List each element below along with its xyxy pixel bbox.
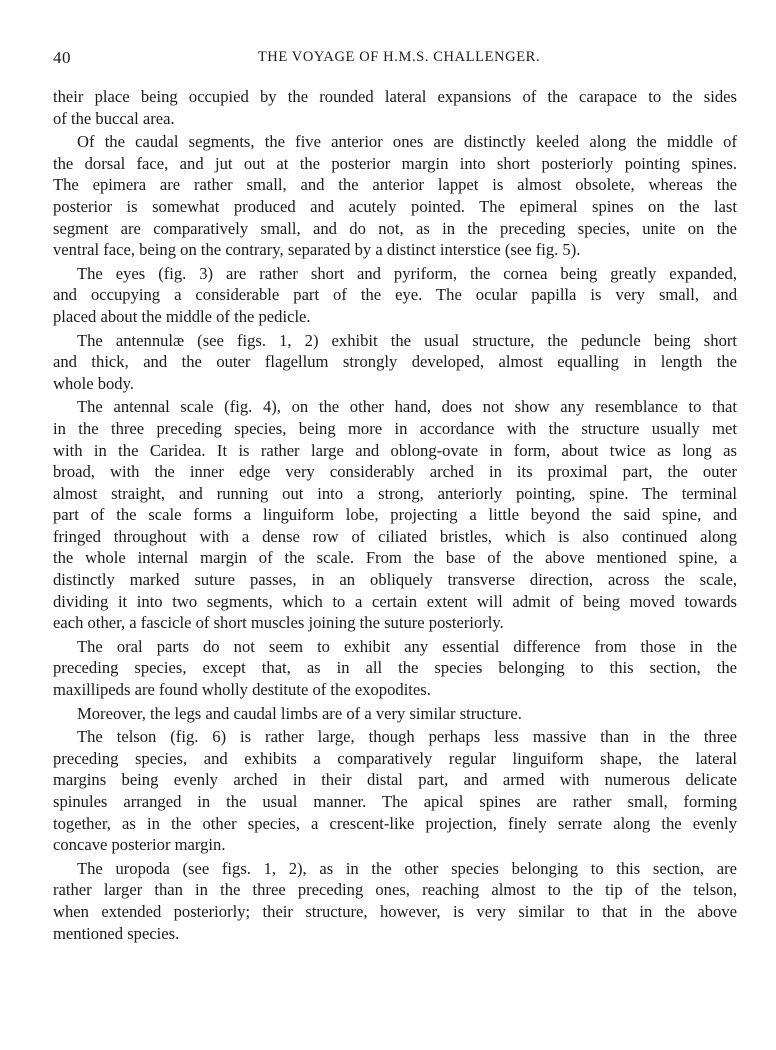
text-line: segment are comparatively small, and do not, as in the preceding species, unite on the (53, 218, 737, 238)
text-line: mentioned species. (53, 923, 180, 943)
text-line: The epimera are rather small, and the anterior lappet is almost obsolete, whereas the (53, 175, 737, 195)
text-line: The oral parts do not seem to exhibit any essential difference from those in the (77, 636, 737, 656)
text-line: the whole internal margin of the scale. From the base of the above mentioned spine, a (53, 548, 737, 568)
text-line: each other, a fascicle of short muscles joining the suture posteriorly. (53, 613, 504, 633)
text-line: broad, with the inner edge very considerably arched in its proximal part, the outer (53, 462, 737, 482)
text-line: The uropoda (see figs. 1, 2), as in the other species belonging to this section, are (77, 858, 737, 878)
paragraph (53, 263, 737, 328)
text-line: their place being occupied by the rounded lateral expansions of the carapace to the sides (53, 87, 737, 106)
body-text (53, 86, 737, 944)
paragraph (53, 636, 737, 701)
text-line: almost straight, and running out into a strong, anteriorly pointing, spine. The terminal (53, 483, 737, 503)
text-line: ventral face, being on the contrary, separated by a distinct interstice (see fig. 5). (53, 240, 581, 260)
text-line: maxillipeds are found wholly destitute of the exopodites. (53, 680, 431, 700)
text-line: dividing it into two segments, which to a certain extent will admit of being moved towards (53, 591, 737, 611)
text-line: margins being evenly arched in their distal part, and armed with numerous delicate (53, 770, 737, 790)
text-line: The eyes (fig. 3) are rather short and pyriform, the cornea being greatly expanded, (77, 263, 737, 283)
text-line: preceding species, and exhibits a comparatively regular linguiform shape, the lateral (53, 748, 737, 768)
text-line: The antennal scale (fig. 4), on the other hand, does not show any resemblance to that (77, 397, 737, 417)
text-line: part of the scale forms a linguiform lobe, projecting a little beyond the said spine, and (53, 505, 737, 525)
text-line: of the buccal area. (53, 108, 175, 128)
paragraph (53, 330, 737, 395)
text-line: The telson (fig. 6) is rather large, though perhaps less massive than in the three (77, 727, 737, 747)
paragraph (53, 726, 737, 856)
paragraph (53, 703, 737, 725)
text-line: Of the caudal segments, the five anterior ones are distinctly keeled along the middle of (77, 132, 737, 152)
text-line: in the three preceding species, being more in accordance with the structure usually met (53, 418, 737, 438)
text-line: fringed throughout with a dense row of ciliated bristles, which is also continued along (53, 526, 737, 546)
text-line: distinctly marked suture passes, in an obliquely transverse direction, across the scale, (53, 570, 737, 590)
text-line: together, as in the other species, a crescent-like projection, finely serrate along the evenly (53, 813, 737, 833)
paragraph (53, 858, 737, 944)
text-line: concave posterior margin. (53, 835, 226, 855)
text-line: rather larger than in the three preceding ones, reaching almost to the tip of the telson, (53, 880, 737, 900)
text-line: The antennulæ (see figs. 1, 2) exhibit the usual structure, the peduncle being short (77, 330, 737, 350)
text-line: spinules arranged in the usual manner. The apical spines are rather small, forming (53, 792, 737, 811)
text-line: Moreover, the legs and caudal limbs are of a very similar structure. (77, 703, 522, 723)
page-number: 40 (53, 48, 71, 67)
page-header (53, 48, 735, 68)
text-line: placed about the middle of the pedicle. (53, 306, 311, 326)
paragraph (53, 396, 737, 634)
text-line: with in the Caridea. It is rather large and oblong-ovate in form, about twice as long as (53, 440, 737, 460)
text-line: whole body. (53, 373, 134, 393)
text-line: and occupying a considerable part of the eye. The ocular papilla is very small, and (53, 285, 737, 305)
paragraph (53, 131, 737, 261)
text-line: posterior is somewhat produced and acutely pointed. The epimeral spines on the last (53, 196, 737, 216)
running-title: THE VOYAGE OF H.M.S. CHALLENGER. (257, 49, 541, 65)
text-line: when extended posteriorly; their structure, however, is very similar to that in the above (53, 901, 737, 921)
text-line: the dorsal face, and jut out at the posterior margin into short posteriorly pointing spines. (53, 153, 737, 173)
text-line: and thick, and the outer flagellum strongly developed, almost equalling in length the (53, 352, 737, 372)
text-line: preceding species, except that, as in all the species belonging to this section, the (53, 658, 737, 678)
paragraph (53, 86, 737, 129)
